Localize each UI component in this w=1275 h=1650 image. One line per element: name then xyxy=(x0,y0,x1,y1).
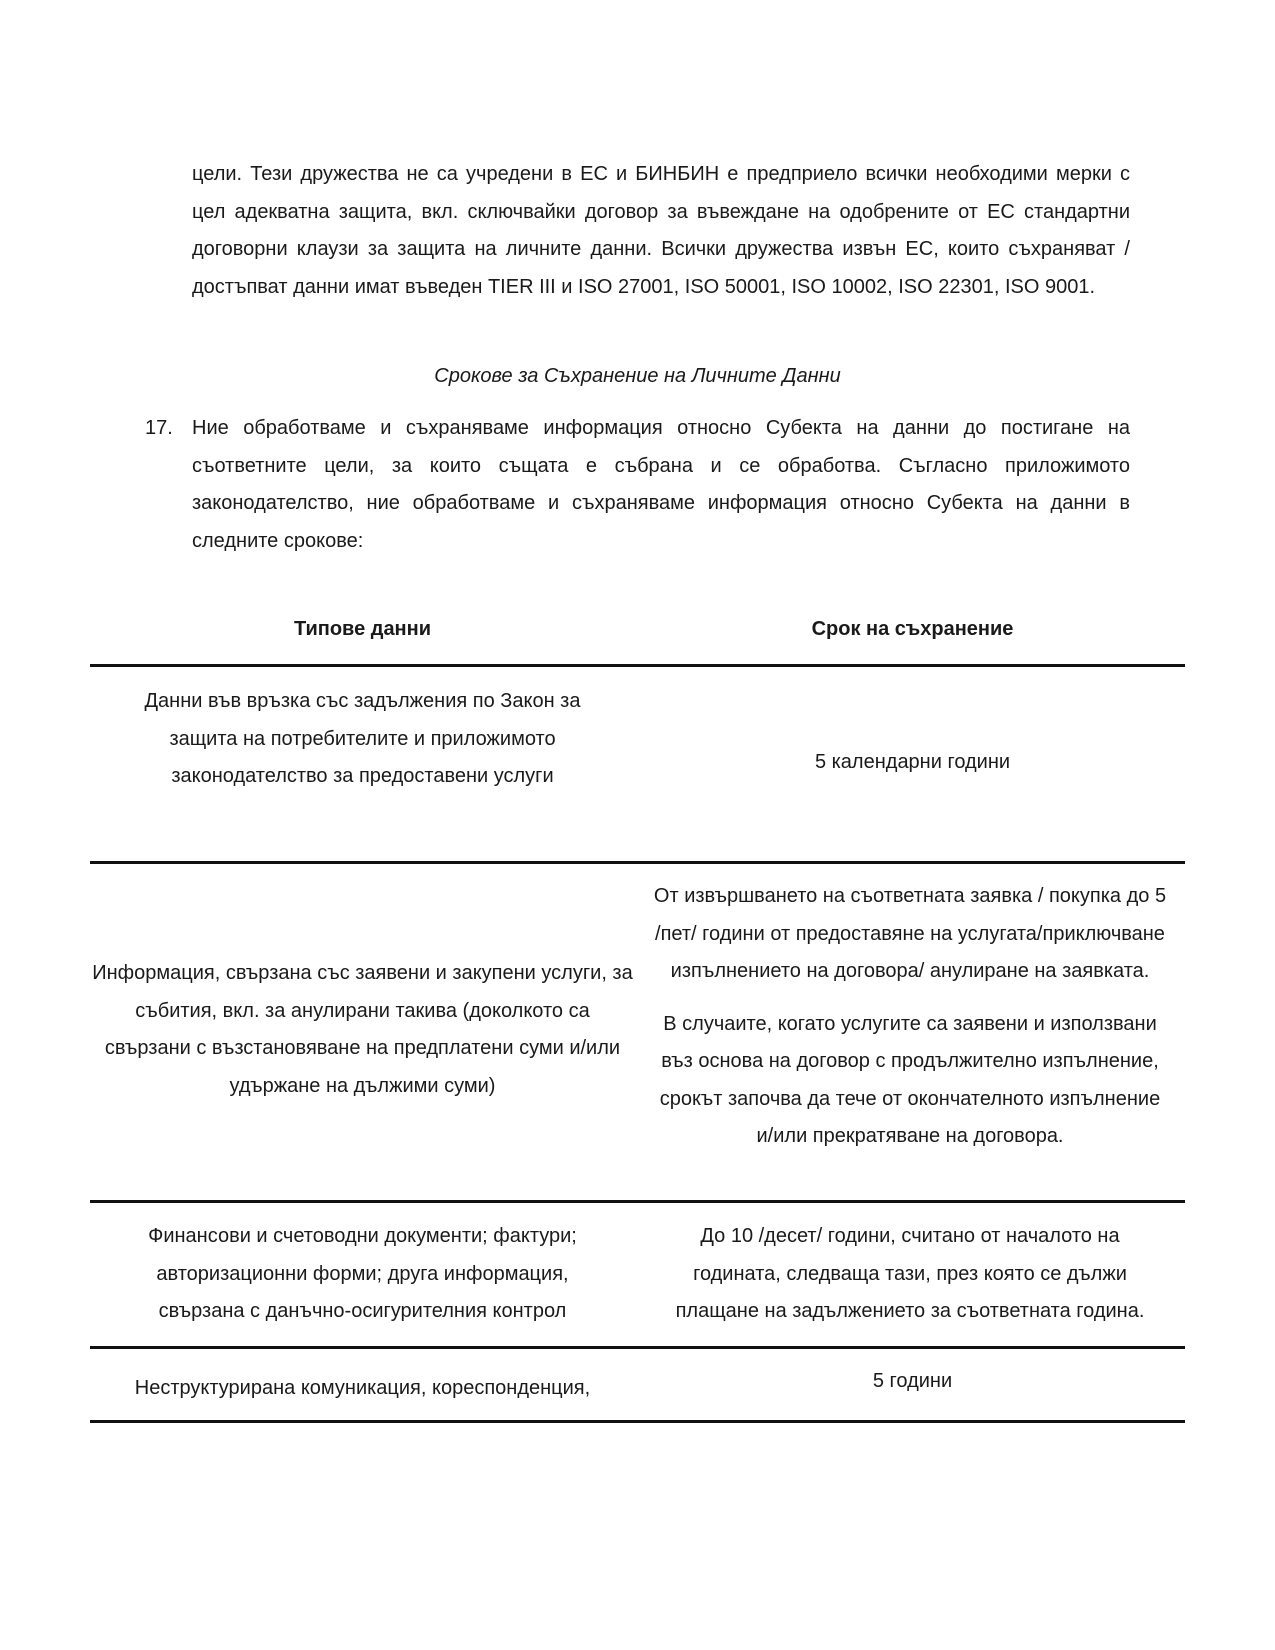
table-rule xyxy=(90,1420,1185,1423)
table-rule xyxy=(90,1346,1185,1349)
period-text: 5 календарни години xyxy=(814,751,1011,773)
table-rule xyxy=(90,664,1185,667)
table-header-retention-period: Срок на съхранение xyxy=(811,618,1014,640)
table-cell-type: Информация, свързана със заявени и закупени услуги, за събития, вкл. за анулирани такива (доколкото са свързани с възстановяване на предплатени суми и/или удържане на дължими суми) xyxy=(92,962,633,1097)
table-cell-type: Данни във връзка със задължения по Закон за защита на потребителите и приложимото законодателство за предоставени услуги xyxy=(144,690,581,787)
period-text: 5 години xyxy=(872,1370,953,1392)
table-cell-period xyxy=(640,1363,1185,1401)
period-text: До 10 /десет/ години, считано от началото на годината, следваща тази, през която се дължи плащане на задължението за съответната година. xyxy=(675,1225,1145,1322)
section-heading: Срокове за Съхранение на Личните Данни xyxy=(434,365,841,387)
table-cell-period xyxy=(640,744,1185,782)
item-text: Ние обработваме и съхраняваме информация относно Субекта на данни до постигане на съответните цели, за които същата е събрана и се обработва. Съгласно приложимото законодателство, ние обработваме и съхраняваме информация относно Субекта на данни в следните срокове: xyxy=(192,417,1130,552)
period-text: В случаите, когато услугите са заявени и използвани въз основа на договор с продължително изпълнение, срокът започва да тече от окончателното изпълнение и/или прекратяване на договора. xyxy=(659,1012,1161,1147)
table-cell-type: Финансови и счетоводни документи; фактури; авторизационни форми; друга информация, свързана с данъчно-осигурителния контрол xyxy=(148,1225,577,1322)
table-cell-period xyxy=(655,1218,1165,1331)
table-cell-type: Неструктурирана комуникация, кореспонденция, xyxy=(134,1377,591,1399)
table-rule xyxy=(90,861,1185,864)
item-number: 17. xyxy=(145,417,173,439)
continuation-paragraph: цели. Тези дружества не са учредени в ЕС и БИНБИН е предприело всички необходими мерки с цел адекватна защита, вкл. сключвайки договор за въвеждане на одобрените от ЕС стандартни договорни клаузи за защита на личните данни. Всички дружества извън ЕС, които съхраняват / достъпват данни имат въведен TIER III и ISO 27001, ISO 50001, ISO 10002, ISO 22301, ISO 9001. xyxy=(192,163,1130,298)
period-text: От извършването на съответната заявка / покупка до 5 /пет/ години от предоставяне на услугата/приключване изпълнението на договора/ анулиране на заявката. xyxy=(653,885,1167,982)
table-rule xyxy=(90,1200,1185,1203)
table-cell-period xyxy=(650,878,1170,1156)
table-header-data-types: Типове данни xyxy=(293,618,432,640)
